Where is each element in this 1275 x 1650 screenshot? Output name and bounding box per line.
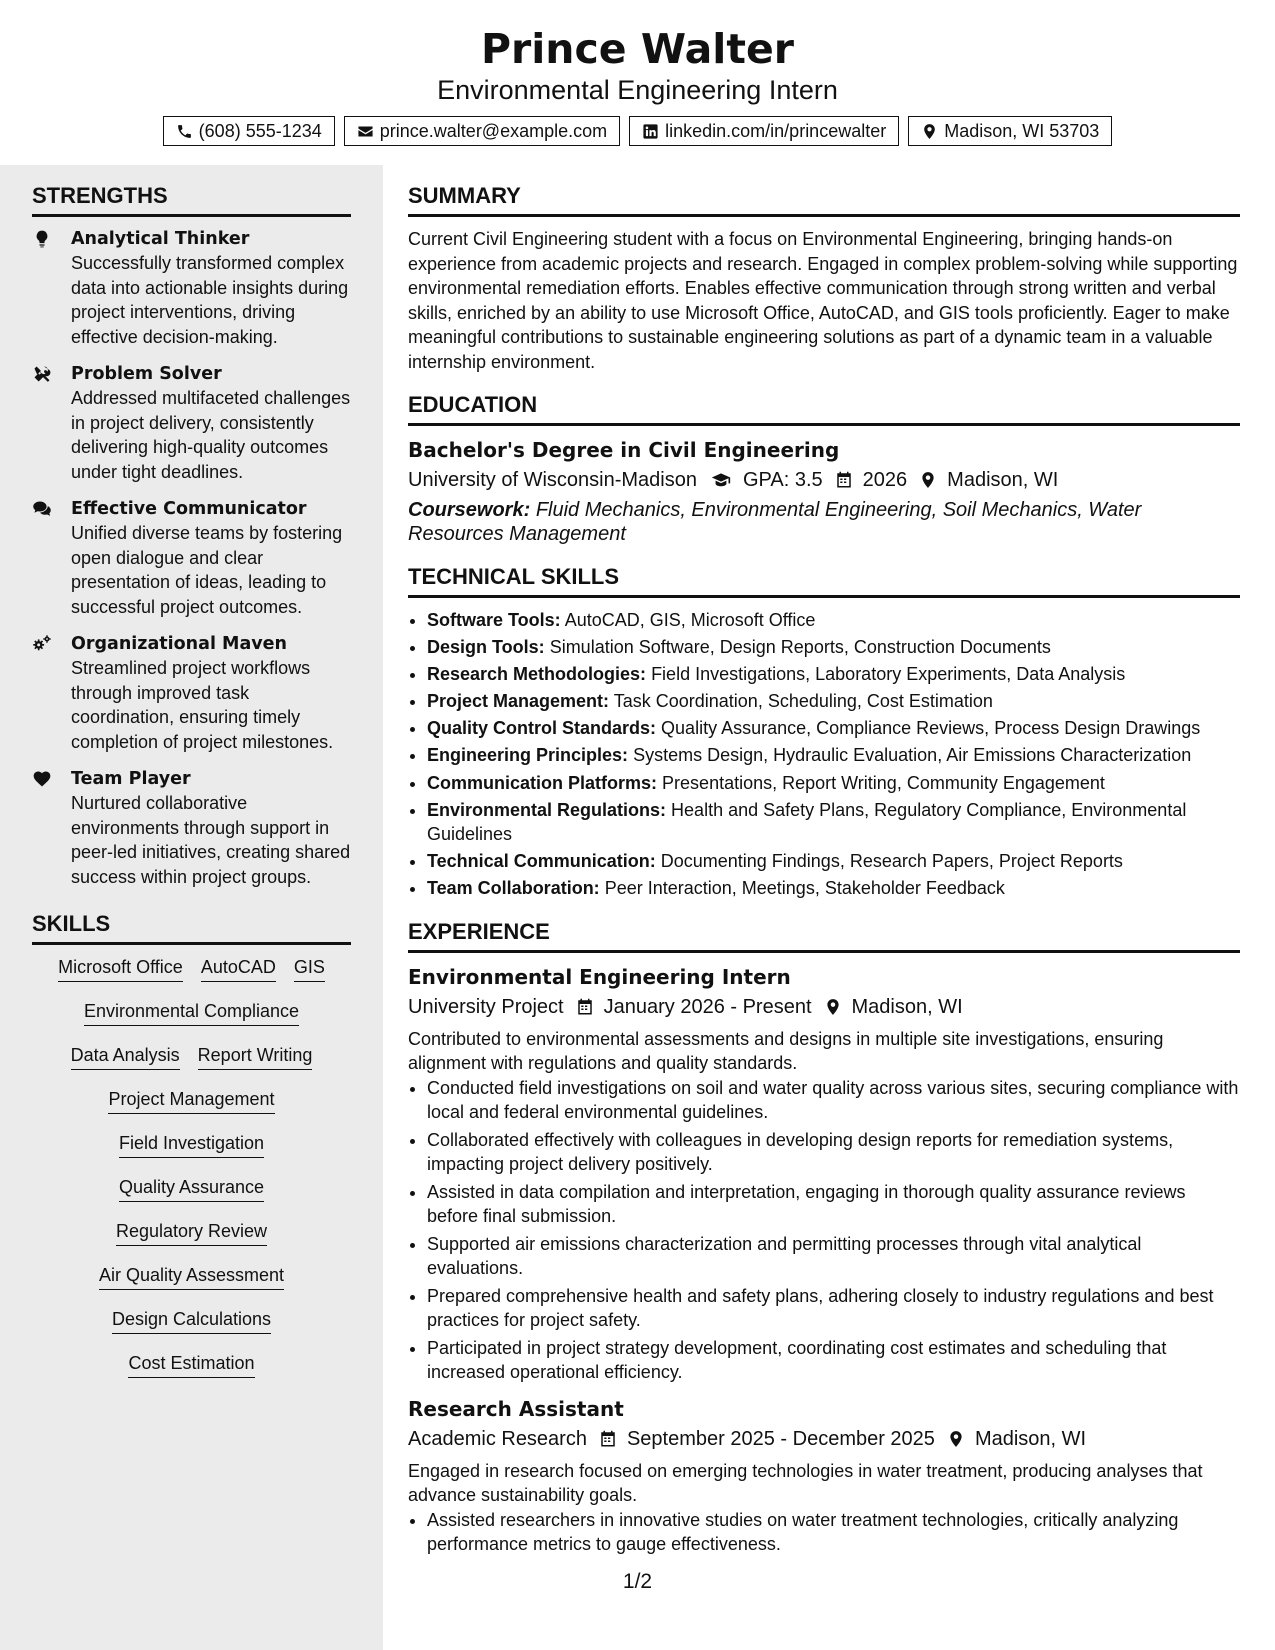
list-item: • Participated in project strategy development, coordinating cost estimates and scheduling that increased operational efficiency. bbox=[427, 1336, 1240, 1385]
experience-entry bbox=[408, 963, 1240, 1385]
education-meta bbox=[408, 464, 1240, 496]
job-meta bbox=[408, 1423, 1240, 1455]
list-item: • Research Methodologies: Field Investigations, Laboratory Experiments, Data Analysis bbox=[427, 662, 1240, 687]
phone-icon bbox=[176, 123, 193, 140]
skill-chip: GIS bbox=[294, 955, 325, 982]
list-item: • Technical Communication: Documenting Findings, Research Papers, Project Reports bbox=[427, 849, 1240, 874]
list-item: • Conducted field investigations on soil and water quality across various sites, securing compliance with local and federal environmental guidelines. bbox=[427, 1076, 1240, 1125]
job-description: Engaged in research focused on emerging technologies in water treatment, producing analyses that advance sustainability goals. bbox=[408, 1460, 1203, 1506]
cogs-icon bbox=[32, 634, 54, 654]
job-bullets bbox=[408, 1508, 1240, 1557]
contact-bar bbox=[0, 116, 1275, 146]
strength-desc: Successfully transformed complex data into actionable insights during project interventions, driving effective decision-making. bbox=[71, 253, 349, 347]
list-item: • Assisted researchers in innovative studies on water treatment technologies, critically analyzing performance metrics to gauge effectiveness. bbox=[427, 1508, 1240, 1557]
education-location: Madison, WI bbox=[947, 469, 1059, 491]
calendar-icon bbox=[823, 471, 863, 489]
strength-title: Organizational Maven bbox=[71, 634, 287, 654]
list-item: • Environmental Regulations: Health and Safety Plans, Regulatory Compliance, Environmental Guidelines bbox=[427, 798, 1240, 847]
job-dates: January 2026 - Present bbox=[603, 995, 812, 1018]
graduation-year: 2026 bbox=[862, 469, 908, 491]
strength-desc: Streamlined project workflows through improved task coordination, ensuring timely completion of project milestones. bbox=[71, 658, 334, 752]
strength-item bbox=[32, 227, 351, 349]
list-item: • Collaborated effectively with colleagues in developing design reports for remediation systems, impacting project delivery positively. bbox=[427, 1128, 1240, 1177]
contact-linkedin[interactable] bbox=[629, 116, 899, 146]
degree-title: Bachelor's Degree in Civil Engineering bbox=[408, 438, 840, 462]
experience-entry bbox=[408, 1395, 1240, 1557]
job-org: University Project bbox=[408, 995, 564, 1018]
skills-list bbox=[32, 955, 351, 1395]
job-dates: September 2025 - December 2025 bbox=[626, 1427, 935, 1450]
map-marker-icon bbox=[812, 998, 852, 1016]
map-marker-icon bbox=[935, 1430, 975, 1448]
list-item: • Project Management: Task Coordination, Scheduling, Cost Estimation bbox=[427, 689, 1240, 714]
skill-chip: Cost Estimation bbox=[128, 1351, 254, 1378]
strength-title: Effective Communicator bbox=[71, 499, 307, 519]
skill-chip: Field Investigation bbox=[119, 1131, 264, 1158]
job-org: Academic Research bbox=[408, 1427, 587, 1450]
skill-chip: AutoCAD bbox=[201, 955, 276, 982]
coursework-list: Fluid Mechanics, Environmental Engineering, Soil Mechanics, Water Resources Management bbox=[408, 499, 1142, 545]
skill-chip: Microsoft Office bbox=[58, 955, 183, 982]
resume-header bbox=[0, 0, 1275, 165]
skill-chip: Report Writing bbox=[198, 1043, 313, 1070]
list-item: • Team Collaboration: Peer Interaction, Meetings, Stakeholder Feedback bbox=[427, 876, 1240, 901]
list-item: • Assisted in data compilation and interpretation, engaging in thorough quality assurance reviews before final submission. bbox=[427, 1180, 1240, 1229]
skills-heading: SKILLS bbox=[32, 911, 351, 945]
coursework-label: Coursework: bbox=[408, 499, 531, 521]
education-heading: EDUCATION bbox=[408, 392, 1240, 426]
contact-phone-text: (608) 555-1234 bbox=[198, 120, 322, 141]
calendar-icon bbox=[564, 998, 604, 1016]
tools-icon bbox=[32, 364, 54, 384]
envelope-icon bbox=[357, 123, 374, 140]
main-content bbox=[408, 165, 1240, 1567]
job-title: Research Assistant bbox=[408, 1396, 624, 1421]
strength-desc: Nurtured collaborative environments through support in peer-led initiatives, creating shared success within project groups. bbox=[71, 793, 351, 887]
comments-icon bbox=[32, 499, 54, 519]
experience-heading: EXPERIENCE bbox=[408, 919, 1240, 953]
skill-chip: Design Calculations bbox=[112, 1307, 271, 1334]
heart-icon bbox=[32, 769, 54, 789]
coursework bbox=[408, 498, 1240, 546]
lightbulb-icon bbox=[32, 229, 54, 249]
technical-skills-heading: TECHNICAL SKILLS bbox=[408, 564, 1240, 598]
list-item: • Software Tools: AutoCAD, GIS, Microsoft Office bbox=[427, 608, 1240, 633]
strength-item bbox=[32, 632, 351, 754]
skill-chip: Regulatory Review bbox=[116, 1219, 267, 1246]
sidebar bbox=[0, 165, 383, 1650]
list-item: • Supported air emissions characterization and permitting processes through vital analytical evaluations. bbox=[427, 1232, 1240, 1281]
strength-item bbox=[32, 497, 351, 619]
linkedin-icon bbox=[642, 123, 659, 140]
job-location: Madison, WI bbox=[851, 995, 963, 1018]
strength-desc: Addressed multifaceted challenges in project delivery, consistently delivering high-quality outcomes under tight deadlines. bbox=[71, 388, 351, 482]
strength-title: Analytical Thinker bbox=[71, 229, 250, 249]
calendar-icon bbox=[587, 1430, 627, 1448]
skill-chip: Data Analysis bbox=[71, 1043, 180, 1070]
job-description: Contributed to environmental assessments and designs in multiple site investigations, ensuring alignment with regulations and quality standards. bbox=[408, 1028, 1164, 1074]
candidate-name: Prince Walter bbox=[480, 25, 794, 73]
skill-chip: Environmental Compliance bbox=[84, 999, 299, 1026]
technical-skills-list bbox=[408, 608, 1240, 901]
skill-chip: Air Quality Assessment bbox=[99, 1263, 284, 1290]
strengths-heading: STRENGTHS bbox=[32, 183, 351, 217]
job-bullets bbox=[408, 1076, 1240, 1385]
map-marker-icon bbox=[921, 123, 938, 140]
contact-location-text: Madison, WI 53703 bbox=[944, 120, 1100, 141]
graduation-cap-icon bbox=[697, 470, 743, 490]
job-title: Environmental Engineering Intern bbox=[408, 964, 791, 989]
skill-chip: Project Management bbox=[108, 1087, 274, 1114]
summary-text: Current Civil Engineering student with a focus on Environmental Engineering, bringing hands-on experience from academic projects and research. Engaged in complex problem-solving while supporting environmental remediation efforts. Enables effective communication through strong written and verbal skills, enriched by an ability to use Microsoft Office, AutoCAD, and GIS tools proficiently. Eager to make meaningful contributions to sustainable engineering solutions as part of a dynamic team in a valuable internship environment. bbox=[408, 229, 1238, 372]
job-meta bbox=[408, 991, 1240, 1023]
contact-email[interactable] bbox=[344, 116, 620, 146]
candidate-title: Environmental Engineering Intern bbox=[437, 75, 838, 105]
strength-item bbox=[32, 362, 351, 484]
contact-email-text: prince.walter@example.com bbox=[379, 120, 608, 141]
contact-location[interactable] bbox=[908, 116, 1112, 146]
map-marker-icon bbox=[907, 471, 947, 489]
job-location: Madison, WI bbox=[974, 1427, 1087, 1450]
strength-item bbox=[32, 767, 351, 889]
school-name: University of Wisconsin-Madison bbox=[408, 469, 697, 491]
skill-chip: Quality Assurance bbox=[119, 1175, 264, 1202]
list-item: • Prepared comprehensive health and safety plans, adhering closely to industry regulations and best practices for project safety. bbox=[427, 1284, 1240, 1333]
contact-phone[interactable] bbox=[163, 116, 335, 146]
list-item: • Quality Control Standards: Quality Assurance, Compliance Reviews, Process Design Drawings bbox=[427, 716, 1240, 741]
strength-title: Team Player bbox=[71, 769, 191, 789]
strength-title: Problem Solver bbox=[71, 364, 222, 384]
gpa: GPA: 3.5 bbox=[742, 469, 823, 491]
page-number: 1/2 bbox=[622, 1570, 653, 1593]
contact-linkedin-text: linkedin.com/in/princewalter bbox=[665, 120, 887, 141]
strength-desc: Unified diverse teams by fostering open dialogue and clear presentation of ideas, leading to successful project outcomes. bbox=[71, 523, 343, 617]
summary-heading: SUMMARY bbox=[408, 183, 1240, 217]
list-item: • Communication Platforms: Presentations, Report Writing, Community Engagement bbox=[427, 771, 1240, 796]
list-item: • Design Tools: Simulation Software, Design Reports, Construction Documents bbox=[427, 635, 1240, 660]
list-item: • Engineering Principles: Systems Design, Hydraulic Evaluation, Air Emissions Characterization bbox=[427, 743, 1240, 768]
